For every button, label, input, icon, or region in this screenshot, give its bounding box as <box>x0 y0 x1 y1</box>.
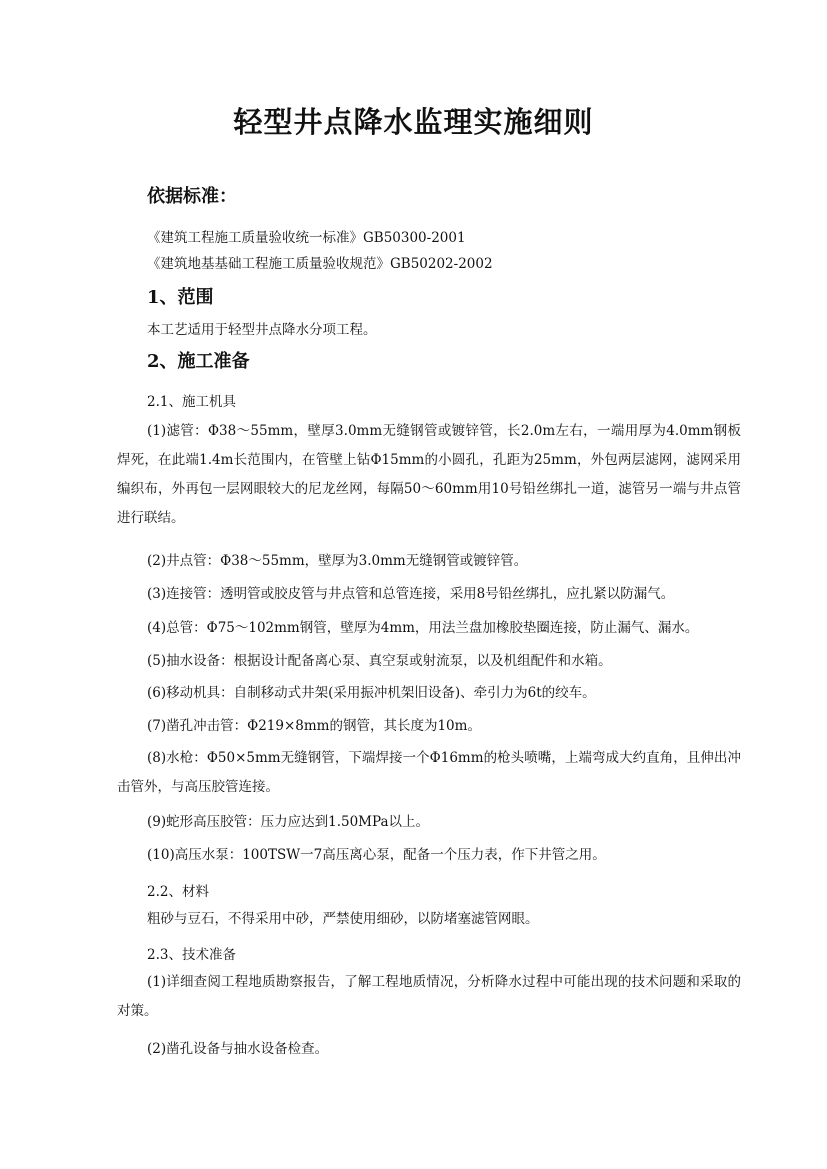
standard-2: 《建筑地基基础工程施工质量验收规范》GB50202-2002 <box>147 256 493 272</box>
section-1-heading: 1、范围 <box>147 287 214 308</box>
equipment-item-6: (6)移动机具：自制移动式井架(采用振冲机架旧设备)、牵引力为6t的绞车。 <box>147 685 596 701</box>
section-2-heading: 2、施工准备 <box>147 351 250 372</box>
equipment-item-3: (3)连接管：透明管或胶皮管与井点管和总管连接，采用8号铅丝绑扎，应扎紧以防漏气。 <box>147 586 675 602</box>
equipment-item-1: (1)滤管：Φ38～55mm，壁厚3.0mm无缝钢管或镀锌管，长2.0m左右，一端用厚为4.0mm钢板焊死，在此端1.4m长范围内，在管壁上钻Φ15mm的小圆孔，孔距为25mm，外包两层滤网，滤网采用编织布，外再包一层网眼较大的尼龙丝网，每隔50～60mm用10号铅丝绑扎一道，滤管另一端与井点管进行联结。 <box>117 423 741 526</box>
subsection-2-2-heading: 2.2、材料 <box>147 884 209 900</box>
technical-item-2: (2)凿孔设备与抽水设备检查。 <box>147 1041 329 1057</box>
equipment-item-9: (9)蛇形高压胶管：压力应达到1.50MPa以上。 <box>147 814 430 830</box>
equipment-item-4: (4)总管：Φ75～102mm钢管，壁厚为4mm，用法兰盘加橡胶垫圈连接，防止漏气、漏水。 <box>147 620 699 636</box>
standard-1: 《建筑工程施工质量验收统一标准》GB50300-2001 <box>147 230 466 246</box>
subsection-2-1-heading: 2.1、施工机具 <box>147 394 236 410</box>
equipment-item-2: (2)井点管：Φ38～55mm，壁厚为3.0mm无缝钢管或镀锌管。 <box>147 553 528 569</box>
equipment-item-8: (8)水枪：Φ50×5mm无缝钢管，下端焊接一个Φ16mm的枪头喷嘴，上端弯成大约直角，且伸出冲击管外，与高压胶管连接。 <box>117 750 741 795</box>
subsection-2-3-heading: 2.3、技术准备 <box>147 947 236 963</box>
document-title: 轻型井点降水监理实施细则 <box>233 105 594 139</box>
technical-item-1: (1)详细查阅工程地质勘察报告，了解工程地质情况，分析降水过程中可能出现的技术问题和采取的对策。 <box>117 974 741 1019</box>
section-1-text: 本工艺适用于轻型井点降水分项工程。 <box>147 322 377 338</box>
materials-text: 粗砂与豆石，不得采用中砂，严禁使用细砂，以防堵塞滤管网眼。 <box>147 911 539 927</box>
equipment-item-7: (7)凿孔冲击管：Φ219×8mm的钢管，其长度为10m。 <box>147 718 481 734</box>
equipment-item-10: (10)高压水泵：100TSW一7高压离心泵，配备一个压力表，作下井管之用。 <box>147 847 606 863</box>
equipment-item-5: (5)抽水设备：根据设计配备离心泵、真空泵或射流泵，以及机组配件和水箱。 <box>147 653 612 669</box>
basis-heading: 依据标准： <box>147 186 237 207</box>
